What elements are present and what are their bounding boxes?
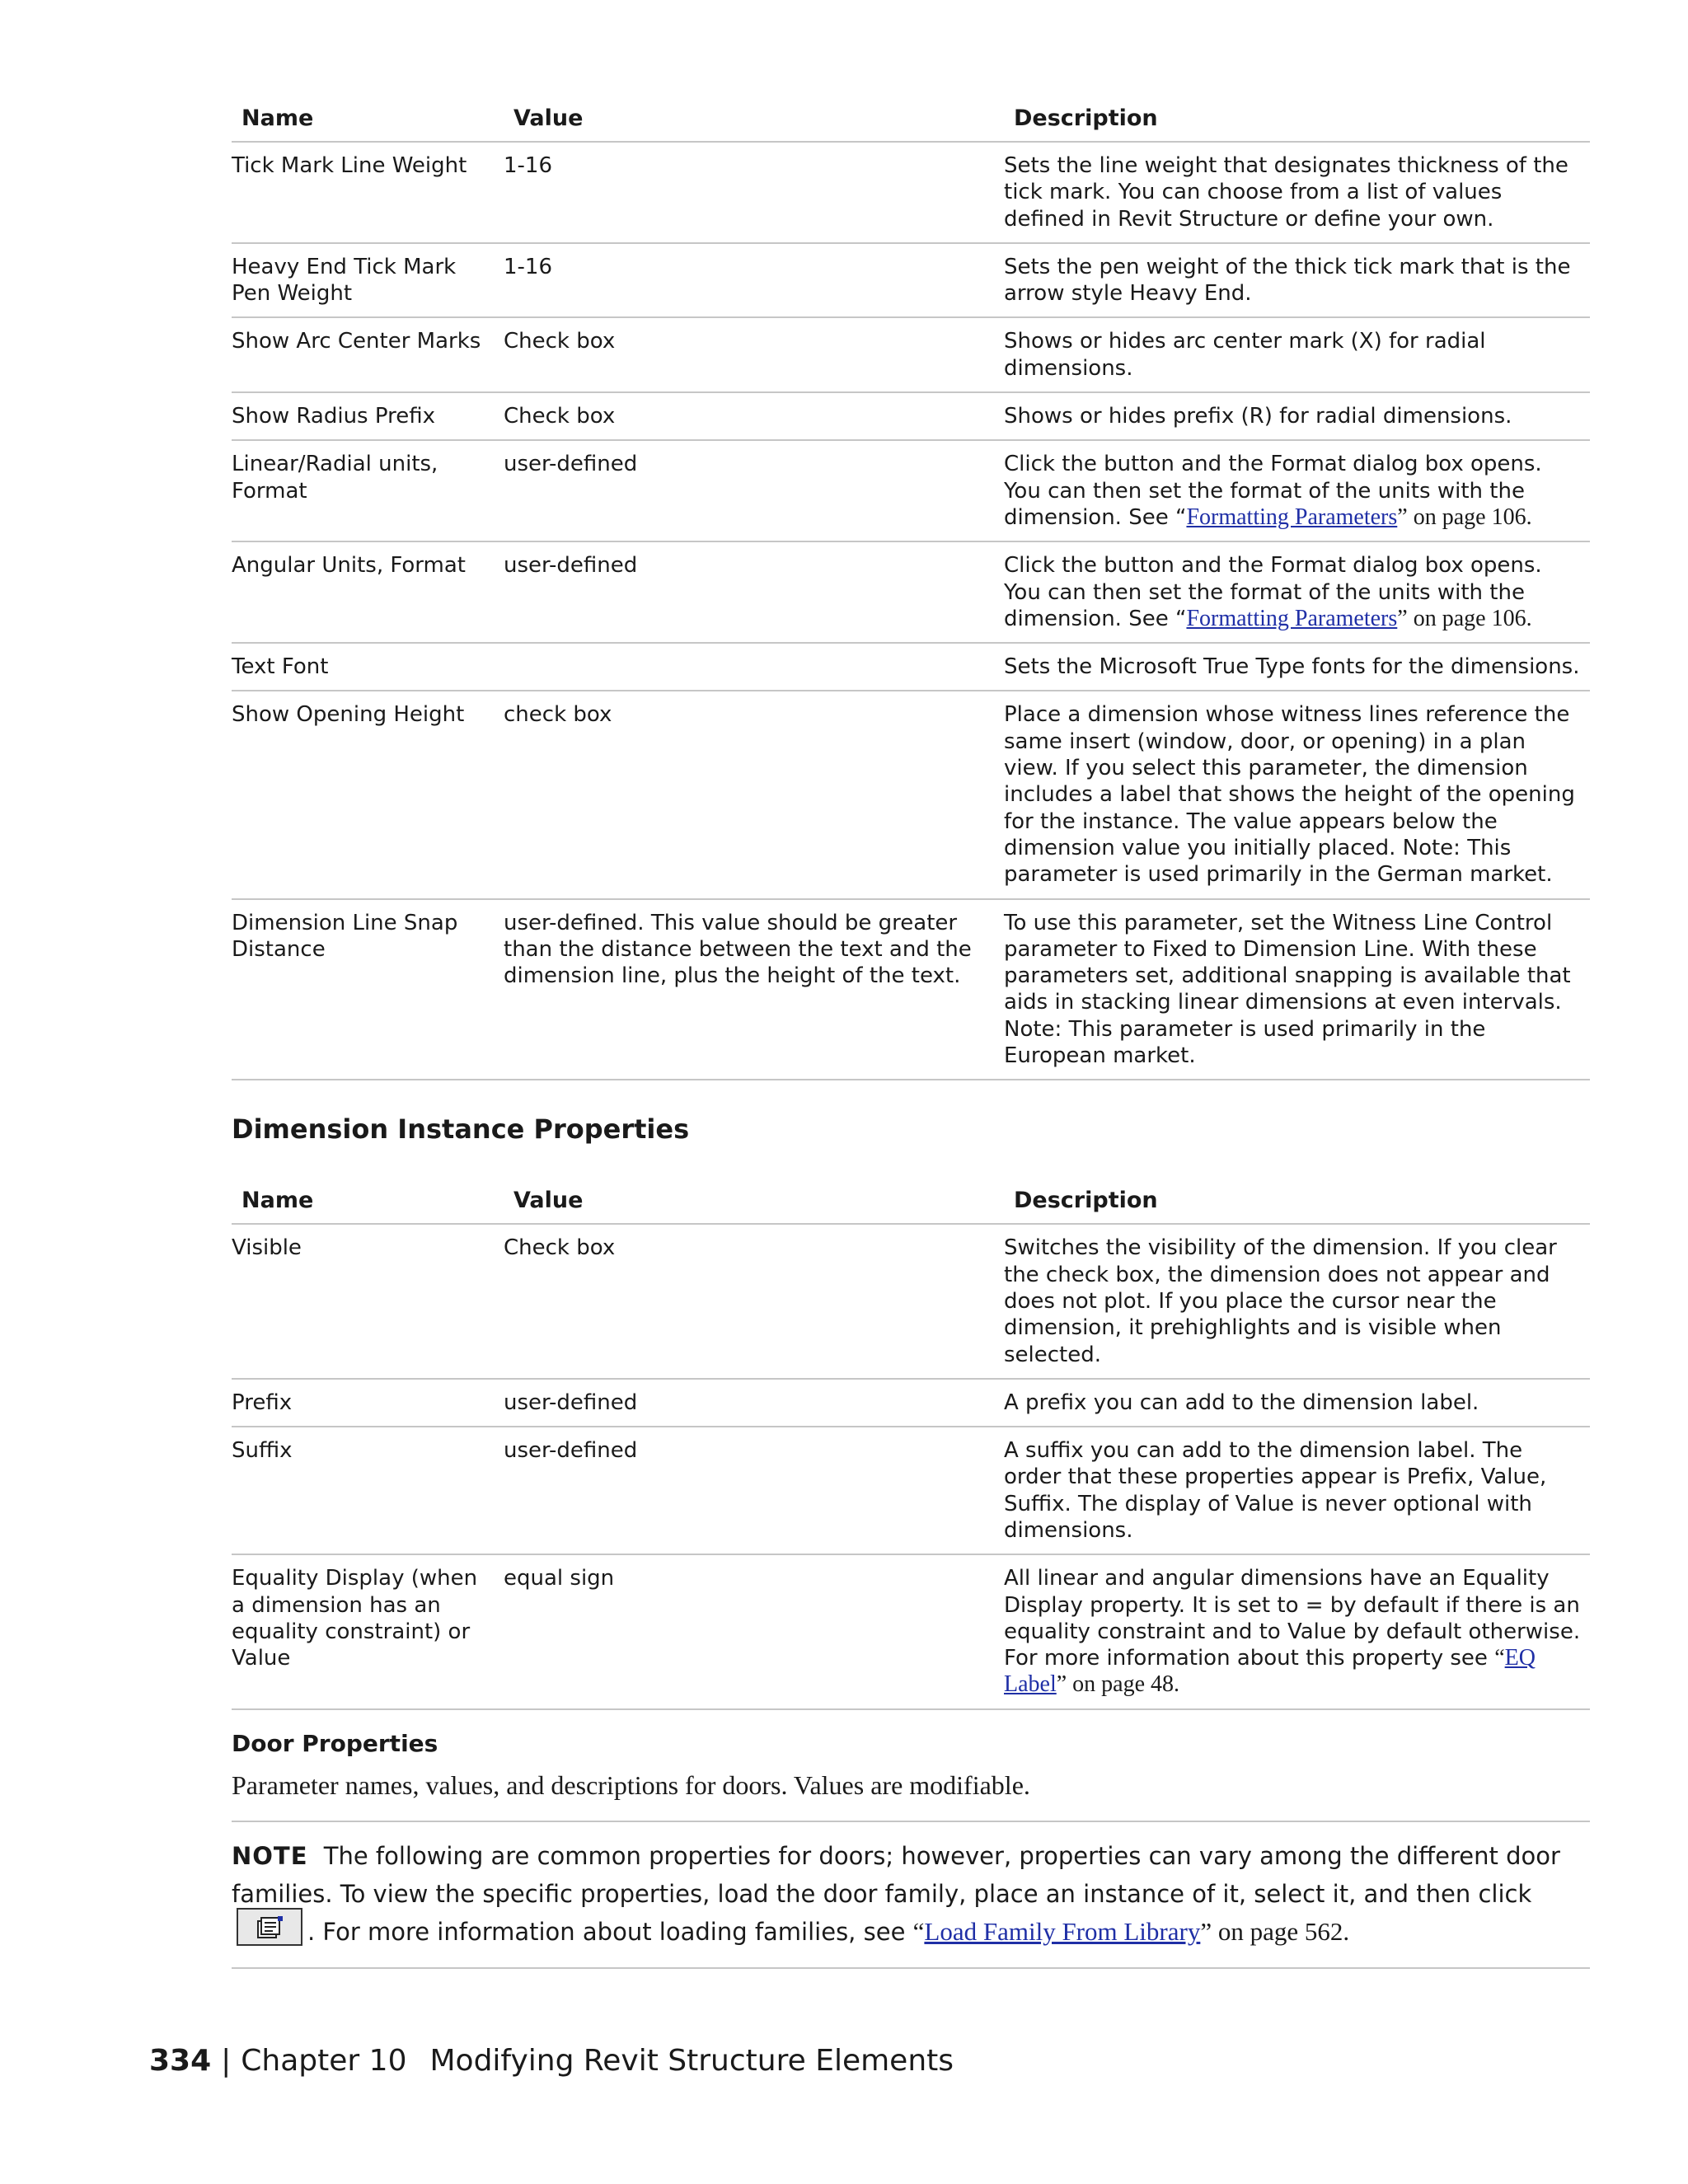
note-block [232,1821,1590,1969]
row-name: Suffix [232,1427,504,1554]
row-name: Show Arc Center Marks [232,317,504,392]
row-description: Sets the pen weight of the thick tick mark that is the arrow style Heavy End. [1004,243,1590,318]
header-name: Name [232,1174,504,1224]
subsection-heading: Door Properties [232,1729,438,1757]
ref-suffix: ” on page 106. [1397,605,1532,631]
row-value: user-defined [504,1379,1004,1427]
row-name: Equality Display (when a dimension has an equality constraint) or Value [232,1554,504,1708]
table-row [232,317,1590,392]
row-description: Place a dimension whose witness lines reference the same insert (window, door, or opening) in a plan view. If you select this parameter, the dimension includes a label that shows the height of the opening for the instance. The value appears below the dimension value you initially placed. Note: This parameter is used primarily in the German market. [1004,691,1590,898]
row-name: Dimension Line Snap Distance [232,899,504,1080]
row-description: Sets the line weight that designates thickness of the tick mark. You can choose from a list of values defined in Revit Structure or define your own. [1004,142,1590,243]
header-name: Name [232,92,504,142]
table-row [232,1554,1590,1708]
chapter-label: Chapter 10 [241,2044,407,2078]
cross-reference [1128,505,1531,530]
row-value: user-defined. This value should be greater than the distance between the text and the dimension line, plus the height of the text. [504,899,1004,1080]
formatting-parameters-link[interactable]: Formatting Parameters [1186,504,1398,530]
row-value: 1-16 [504,142,1004,243]
row-name: Tick Mark Line Weight [232,142,504,243]
section-heading: Dimension Instance Properties [232,1113,690,1146]
row-description [1004,1554,1590,1708]
row-value: Check box [504,317,1004,392]
note-label: NOTE [232,1841,308,1870]
description-text: Click the button and the Format dialog box opens. You can then set the format of the units with the dimension. [1004,452,1542,530]
table-row [232,899,1590,1080]
table-row [232,541,1590,643]
description-text: All linear and angular dimensions have an Equality Display property. It is set to = by default if there is an equality constraint and to Value by default otherwise. For more information about this property see [1004,1566,1581,1671]
row-value: Check box [504,392,1004,440]
ref-prefix: See “ [1128,606,1187,631]
row-description: Shows or hides arc center mark (X) for radial dimensions. [1004,317,1590,392]
table-row [232,440,1590,541]
row-value: Check box [504,1224,1004,1378]
cross-reference [1128,607,1531,631]
eq-label-link[interactable]: EQ Label [1004,1645,1536,1698]
row-value [504,643,1004,691]
table-row [232,243,1590,318]
table-header-row [232,1174,1590,1224]
table-row [232,392,1590,440]
row-name: Visible [232,1224,504,1378]
header-value: Value [504,92,1004,142]
description-text: Click the button and the Format dialog box opens. You can then set the format of the units with the dimension. [1004,553,1542,631]
type-properties-table [232,92,1590,1080]
row-value: check box [504,691,1004,898]
intro-paragraph: Parameter names, values, and descriptions for doors. Values are modifiable. [232,1769,1030,1800]
row-name: Text Font [232,643,504,691]
header-description: Description [1004,1174,1590,1224]
table-row [232,643,1590,691]
row-name: Heavy End Tick Mark Pen Weight [232,243,504,318]
table-row [232,1224,1590,1378]
header-value: Value [504,1174,1004,1224]
load-family-link[interactable]: Load Family From Library [924,1916,1201,1946]
row-description: A suffix you can add to the dimension label. The order that these properties appear is Prefix, Value, Suffix. The display of Value is never optional with dimensions. [1004,1427,1590,1554]
row-description: Shows or hides prefix (R) for radial dimensions. [1004,392,1590,440]
header-description: Description [1004,92,1590,142]
properties-icon [251,1915,288,1941]
row-value: user-defined [504,1427,1004,1554]
ref-suffix: ” on page 562. [1200,1916,1350,1946]
row-description [1004,541,1590,643]
row-name: Show Opening Height [232,691,504,898]
row-value: equal sign [504,1554,1004,1708]
ref-suffix: ” on page 106. [1397,504,1532,530]
table-row [232,691,1590,898]
ref-prefix: “ [912,1916,925,1946]
row-description: To use this parameter, set the Witness Line Control parameter to Fixed to Dimension Line. With these parameters set, additional snapping is available that aids in stacking linear dimensions at even intervals. Note: This parameter is used primarily in the European market. [1004,899,1590,1080]
row-value: user-defined [504,541,1004,643]
row-name: Angular Units, Format [232,541,504,643]
row-description: A prefix you can add to the dimension label. [1004,1379,1590,1427]
ref-suffix: ” on page 48. [1056,1671,1180,1698]
table-row [232,142,1590,243]
table-header-row [232,92,1590,142]
table-row [232,1379,1590,1427]
formatting-parameters-link[interactable]: Formatting Parameters [1186,605,1398,631]
page-content [232,92,1590,1969]
chapter-title: Modifying Revit Structure Elements [429,2044,954,2078]
page-footer [149,2044,954,2078]
row-description: Sets the Microsoft True Type fonts for the dimensions. [1004,643,1590,691]
ref-prefix: “ [1494,1645,1505,1671]
row-description: Switches the visibility of the dimension. If you clear the check box, the dimension does not appear and does not plot. If you place the cursor near the dimension, it prehighlights and is visible when selected. [1004,1224,1590,1378]
row-name: Show Radius Prefix [232,392,504,440]
table-row [232,1427,1590,1554]
page-number: 334 [149,2044,212,2078]
footer-separator: | [221,2044,232,2078]
note-text: . For more information about loading families, see [307,1917,906,1946]
row-name: Linear/Radial units, Format [232,440,504,541]
instance-properties-table [232,1174,1590,1709]
row-name: Prefix [232,1379,504,1427]
row-value: 1-16 [504,243,1004,318]
ref-prefix: See “ [1128,504,1187,530]
properties-button[interactable] [237,1908,302,1946]
note-text: The following are common properties for doors; however, properties can vary among the different door families. To view the specific properties, load the door family, place an instance of it, select it, and then click [232,1841,1560,1908]
row-value: user-defined [504,440,1004,541]
row-description [1004,440,1590,541]
